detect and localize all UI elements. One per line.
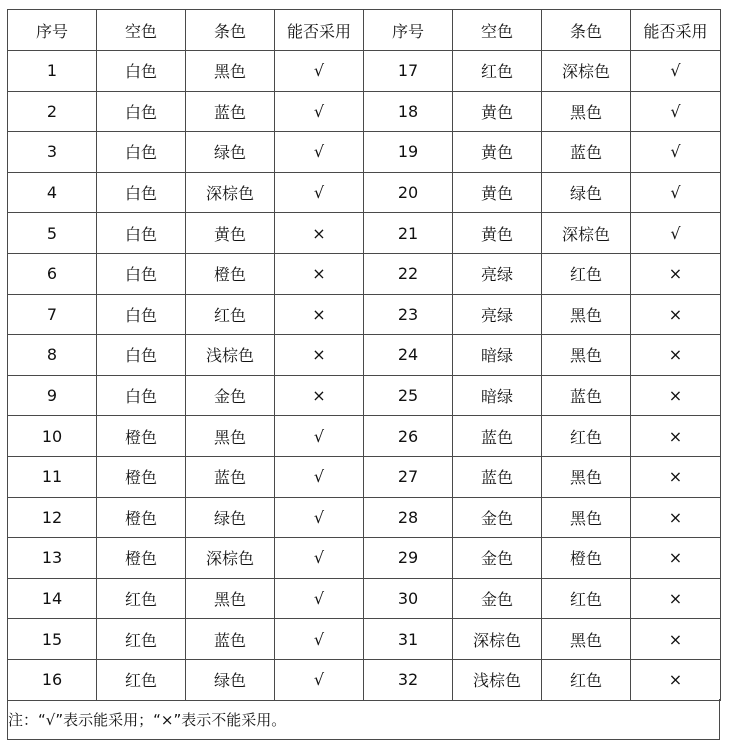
- table-cell: ×: [631, 294, 721, 335]
- table-cell: 白色: [97, 253, 186, 294]
- table-cell: 白色: [97, 294, 186, 335]
- table-cell: √: [275, 416, 364, 457]
- table-cell: 黑色: [542, 335, 631, 376]
- table-cell: 黑色: [542, 456, 631, 497]
- color-compatibility-table: [7, 9, 721, 701]
- table-row: [8, 456, 721, 497]
- table-cell: 黑色: [542, 91, 631, 132]
- table-cell: √: [275, 51, 364, 92]
- table-row: [8, 132, 721, 173]
- table-cell: 红色: [542, 416, 631, 457]
- table-cell: 黑色: [542, 619, 631, 660]
- table-cell: ×: [275, 213, 364, 254]
- table-row: [8, 578, 721, 619]
- table-cell: √: [275, 132, 364, 173]
- table-cell: 21: [364, 213, 453, 254]
- table-cell: 橙色: [97, 538, 186, 579]
- table-cell: 亮绿: [453, 253, 542, 294]
- table-row: [8, 375, 721, 416]
- table-cell: 浅棕色: [186, 335, 275, 376]
- table-row: [8, 213, 721, 254]
- table-cell: 黑色: [186, 578, 275, 619]
- table-cell: ×: [631, 659, 721, 700]
- table-cell: 28: [364, 497, 453, 538]
- table-cell: 绿色: [542, 172, 631, 213]
- table-row: [8, 416, 721, 457]
- table-body: [8, 51, 721, 701]
- table-cell: 绿色: [186, 497, 275, 538]
- table-cell: 8: [8, 335, 97, 376]
- table-cell: 暗绿: [453, 375, 542, 416]
- table-cell: 橙色: [97, 497, 186, 538]
- table-row: [8, 659, 721, 700]
- table-cell: 蓝色: [542, 132, 631, 173]
- table-cell: 红色: [453, 51, 542, 92]
- table-row: [8, 538, 721, 579]
- table-cell: ×: [631, 253, 721, 294]
- table-cell: ×: [631, 416, 721, 457]
- table-cell: ×: [631, 456, 721, 497]
- table-cell: ×: [631, 578, 721, 619]
- table-cell: 暗绿: [453, 335, 542, 376]
- table-cell: 19: [364, 132, 453, 173]
- table-cell: ×: [631, 375, 721, 416]
- table-cell: 5: [8, 213, 97, 254]
- table-cell: 9: [8, 375, 97, 416]
- table-cell: 3: [8, 132, 97, 173]
- table-row: [8, 51, 721, 92]
- footnote-box: [7, 699, 720, 740]
- table-cell: 白色: [97, 91, 186, 132]
- table-cell: 18: [364, 91, 453, 132]
- table-cell: 黑色: [542, 294, 631, 335]
- table-cell: 16: [8, 659, 97, 700]
- table-cell: 红色: [97, 578, 186, 619]
- table-cell: 29: [364, 538, 453, 579]
- table-cell: √: [275, 497, 364, 538]
- table-cell: 26: [364, 416, 453, 457]
- table-cell: 17: [364, 51, 453, 92]
- table-cell: 黑色: [186, 416, 275, 457]
- table-cell: 白色: [97, 213, 186, 254]
- table-cell: 黄色: [186, 213, 275, 254]
- table-cell: 金色: [453, 538, 542, 579]
- table-cell: 橙色: [97, 416, 186, 457]
- table-cell: 6: [8, 253, 97, 294]
- table-cell: 黄色: [453, 172, 542, 213]
- table-cell: 深棕色: [542, 51, 631, 92]
- table-cell: 深棕色: [453, 619, 542, 660]
- table-cell: 7: [8, 294, 97, 335]
- table-cell: 20: [364, 172, 453, 213]
- table-cell: ×: [275, 335, 364, 376]
- table-cell: 11: [8, 456, 97, 497]
- table-cell: 黄色: [453, 91, 542, 132]
- table-cell: 22: [364, 253, 453, 294]
- table-cell: 红色: [542, 659, 631, 700]
- table-cell: √: [275, 619, 364, 660]
- table-cell: 红色: [97, 659, 186, 700]
- table-cell: 红色: [186, 294, 275, 335]
- table-cell: 蓝色: [542, 375, 631, 416]
- column-header: 空色: [453, 10, 542, 51]
- table-cell: ×: [275, 253, 364, 294]
- table-cell: √: [631, 213, 721, 254]
- table-cell: √: [275, 456, 364, 497]
- table-cell: 25: [364, 375, 453, 416]
- table-cell: 蓝色: [186, 619, 275, 660]
- header-row: [8, 10, 721, 51]
- table-row: [8, 497, 721, 538]
- column-header: 序号: [8, 10, 97, 51]
- table-cell: √: [275, 578, 364, 619]
- table-cell: √: [275, 91, 364, 132]
- table-row: [8, 253, 721, 294]
- table-cell: 绿色: [186, 659, 275, 700]
- table-cell: 30: [364, 578, 453, 619]
- table-cell: 黑色: [186, 51, 275, 92]
- table-cell: 1: [8, 51, 97, 92]
- table-cell: 亮绿: [453, 294, 542, 335]
- table-cell: 24: [364, 335, 453, 376]
- column-header: 序号: [364, 10, 453, 51]
- table-row: [8, 619, 721, 660]
- table-cell: 10: [8, 416, 97, 457]
- table-cell: 蓝色: [186, 456, 275, 497]
- table-cell: ×: [631, 497, 721, 538]
- column-header: 能否采用: [275, 10, 364, 51]
- table-cell: 12: [8, 497, 97, 538]
- table-cell: 黄色: [453, 132, 542, 173]
- column-header: 能否采用: [631, 10, 721, 51]
- table-cell: √: [275, 659, 364, 700]
- table-cell: √: [275, 538, 364, 579]
- table-cell: 27: [364, 456, 453, 497]
- table-cell: √: [631, 91, 721, 132]
- table-cell: 白色: [97, 51, 186, 92]
- column-header: 空色: [97, 10, 186, 51]
- table-cell: √: [631, 132, 721, 173]
- table-cell: √: [631, 172, 721, 213]
- table-cell: ×: [631, 619, 721, 660]
- table-cell: 蓝色: [186, 91, 275, 132]
- column-header: 条色: [186, 10, 275, 51]
- table-cell: 23: [364, 294, 453, 335]
- table-cell: 白色: [97, 132, 186, 173]
- table-cell: 黄色: [453, 213, 542, 254]
- table-cell: ×: [631, 538, 721, 579]
- table-cell: 橙色: [542, 538, 631, 579]
- table-cell: 金色: [453, 497, 542, 538]
- table-cell: 红色: [542, 253, 631, 294]
- table-row: [8, 91, 721, 132]
- footnote-text: 注：“√”表示能采用；“×”表示不能采用。: [8, 711, 287, 729]
- table-cell: 14: [8, 578, 97, 619]
- table-cell: 15: [8, 619, 97, 660]
- table-cell: 白色: [97, 172, 186, 213]
- table-row: [8, 172, 721, 213]
- table-cell: 蓝色: [453, 456, 542, 497]
- table-cell: √: [631, 51, 721, 92]
- table-cell: ×: [631, 335, 721, 376]
- table-row: [8, 294, 721, 335]
- table-cell: 金色: [186, 375, 275, 416]
- table-cell: 红色: [542, 578, 631, 619]
- table-cell: 橙色: [97, 456, 186, 497]
- table-cell: 深棕色: [186, 172, 275, 213]
- table-cell: ×: [275, 375, 364, 416]
- table-cell: 2: [8, 91, 97, 132]
- table-cell: 深棕色: [542, 213, 631, 254]
- table-cell: 4: [8, 172, 97, 213]
- table-cell: 白色: [97, 375, 186, 416]
- table-row: [8, 335, 721, 376]
- table-cell: 白色: [97, 335, 186, 376]
- table-cell: ×: [275, 294, 364, 335]
- table-cell: 蓝色: [453, 416, 542, 457]
- table-cell: 绿色: [186, 132, 275, 173]
- table-cell: 红色: [97, 619, 186, 660]
- table-cell: √: [275, 172, 364, 213]
- table-cell: 黑色: [542, 497, 631, 538]
- table-cell: 金色: [453, 578, 542, 619]
- table-cell: 橙色: [186, 253, 275, 294]
- table-cell: 13: [8, 538, 97, 579]
- table-cell: 浅棕色: [453, 659, 542, 700]
- table-cell: 32: [364, 659, 453, 700]
- table-cell: 深棕色: [186, 538, 275, 579]
- table-cell: 31: [364, 619, 453, 660]
- column-header: 条色: [542, 10, 631, 51]
